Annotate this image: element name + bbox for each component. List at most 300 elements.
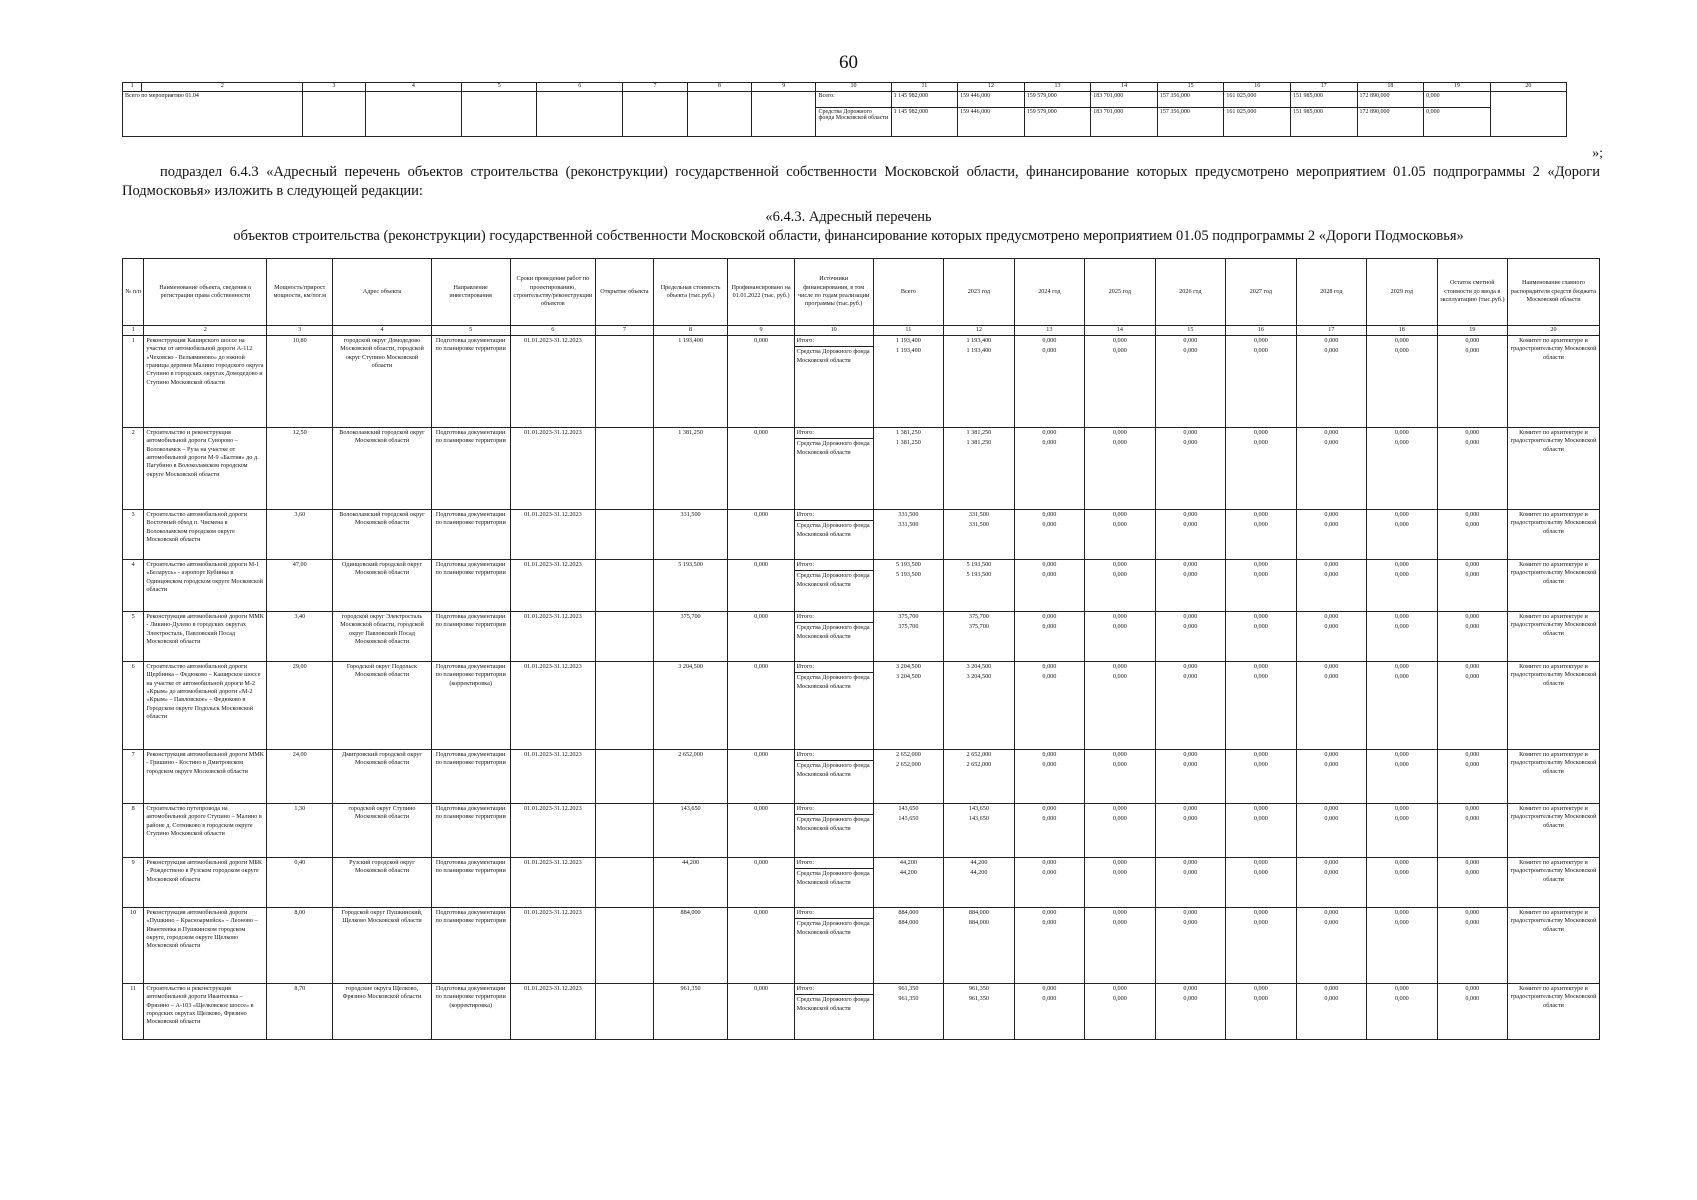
year-2025-total: 0,000 (1112, 561, 1127, 568)
year-2028-fund: 0,000 (1324, 761, 1339, 769)
year-2026 (1155, 612, 1225, 662)
total-fund: 961,350 (898, 995, 919, 1003)
year-2024 (1014, 858, 1084, 908)
year-2028-total: 0,000 (1324, 561, 1339, 568)
year-2028-fund: 0,000 (1324, 521, 1339, 529)
remaining-cost-fund: 0,000 (1465, 673, 1480, 681)
column-index-cell: 17 (1296, 326, 1366, 336)
remaining-cost (1437, 804, 1507, 858)
budget-manager: Комитет по архитектуре и градостроительству Московской области (1508, 804, 1600, 858)
column-index-cell: 5 (462, 83, 537, 92)
year-2028-total: 0,000 (1324, 909, 1339, 916)
year-2029 (1367, 510, 1437, 560)
budget-manager: Комитет по архитектуре и градостроительству Московской области (1508, 662, 1600, 750)
year-2023 (944, 612, 1014, 662)
work-dates: 01.01.2023-31.12.2023 (510, 612, 595, 662)
year-2023-fund: 3 204,500 (966, 673, 992, 681)
cost-limit: 5 193,500 (653, 560, 728, 612)
column-index-cell: 4 (365, 83, 462, 92)
year-2028 (1296, 984, 1366, 1040)
year-2024-fund: 0,000 (1042, 673, 1057, 681)
year-2023 (944, 510, 1014, 560)
budget-manager: Комитет по архитектуре и градостроительству Московской области (1508, 984, 1600, 1040)
year-2029-total: 0,000 (1394, 429, 1409, 436)
financed: 0,000 (728, 662, 794, 750)
year-2027-fund: 0,000 (1253, 623, 1268, 631)
remaining-cost (1437, 750, 1507, 804)
column-index-cell: 6 (537, 83, 623, 92)
cost-limit: 331,500 (653, 510, 728, 560)
total-total: 331,500 (898, 511, 919, 518)
table-header-row (123, 259, 1600, 326)
year-2025-fund: 0,000 (1112, 815, 1127, 823)
remaining-cost-fund: 0,000 (1465, 815, 1480, 823)
column-header: Наименование главного распорядителя средств бюджета Московской области (1508, 259, 1600, 326)
year-2026-total: 0,000 (1183, 613, 1198, 620)
column-index-cell: 19 (1437, 326, 1507, 336)
year-2026-fund: 0,000 (1183, 995, 1198, 1003)
column-header: Источники финансирования, в том числе по годам реализации программы (тыс.руб.) (794, 259, 873, 326)
column-index-cell: 7 (596, 326, 654, 336)
year-2027-total: 0,000 (1253, 805, 1268, 812)
work-dates: 01.01.2023-31.12.2023 (510, 804, 595, 858)
year-2024-fund: 0,000 (1042, 439, 1057, 447)
source-fund: Средства Дорожного фонда Московской области (796, 522, 870, 538)
column-index-cell: 7 (623, 83, 687, 92)
total-total: 2 652,000 (896, 751, 921, 758)
budget-manager: Комитет по архитектуре и градостроительству Московской области (1508, 908, 1600, 984)
year-2025-total: 0,000 (1112, 805, 1127, 812)
work-dates: 01.01.2023-31.12.2023 (510, 858, 595, 908)
year-2028-fund: 0,000 (1324, 815, 1339, 823)
year-2028-total: 0,000 (1324, 613, 1339, 620)
budget-manager: Комитет по архитектуре и градостроительству Московской области (1508, 612, 1600, 662)
year-2026-fund: 0,000 (1183, 815, 1198, 823)
year-2023-fund: 884,000 (968, 919, 989, 927)
row-number: 4 (123, 560, 144, 612)
row-number: 7 (123, 750, 144, 804)
year-2029-fund: 0,000 (1394, 521, 1409, 529)
work-dates: 01.01.2023-31.12.2023 (510, 336, 595, 428)
total (873, 858, 943, 908)
column-index-cell: 11 (873, 326, 943, 336)
object-address: Рузский городской округ Московской области (333, 858, 431, 908)
year-2026-fund: 0,000 (1183, 869, 1198, 877)
cost-limit: 884,000 (653, 908, 728, 984)
object-address: Городской округ Пушкинский, Щелково Московской области (333, 908, 431, 984)
year-2027 (1226, 428, 1296, 510)
year-2025-fund: 0,000 (1112, 919, 1127, 927)
year-2029-fund: 0,000 (1394, 571, 1409, 579)
total (873, 336, 943, 428)
object-name: Строительство путепровода на автомобильной дороге Ступино – Малино в районе д. Сотниково в городском округе Ступино Московской области (144, 804, 267, 858)
column-header: 2026 год (1155, 259, 1225, 326)
year-2023-total: 331,500 (968, 511, 989, 518)
source-total: Итого: (795, 984, 873, 995)
total-fund: 1 193,400 (896, 347, 921, 355)
table-row (123, 560, 1600, 612)
year-2029-fund: 0,000 (1394, 815, 1409, 823)
year-2029 (1367, 560, 1437, 612)
year-2029-total: 0,000 (1394, 859, 1409, 866)
financed: 0,000 (728, 858, 794, 908)
year-2025-fund: 0,000 (1112, 347, 1127, 355)
remaining-cost (1437, 984, 1507, 1040)
top-table-source: Средства Дорожного фонда Московской области (816, 108, 891, 137)
object-opening (596, 750, 654, 804)
cost-limit: 44,200 (653, 858, 728, 908)
top-table-index-row (123, 83, 1567, 92)
year-2027-fund: 0,000 (1253, 521, 1268, 529)
year-2023-total: 961,350 (968, 985, 989, 992)
year-2024-total: 0,000 (1042, 561, 1057, 568)
total-fund: 143,650 (898, 815, 919, 823)
column-index-cell: 6 (510, 326, 595, 336)
year-2026 (1155, 804, 1225, 858)
year-2029-total: 0,000 (1394, 805, 1409, 812)
object-name: Реконструкция автомобильной дороги ММК - Гришино - Костино в Дмитровском городском округе Московской области (144, 750, 267, 804)
work-dates: 01.01.2023-31.12.2023 (510, 428, 595, 510)
year-2026-total: 0,000 (1183, 663, 1198, 670)
column-index-cell: 10 (816, 83, 891, 92)
funding-source (794, 908, 873, 984)
year-2025-total: 0,000 (1112, 429, 1127, 436)
year-2028-total: 0,000 (1324, 805, 1339, 812)
year-2027-total: 0,000 (1253, 561, 1268, 568)
year-2028-total: 0,000 (1324, 511, 1339, 518)
financed: 0,000 (728, 510, 794, 560)
object-address: городской округ Электросталь Московской области, городской округ Павловский Посад Московской области (333, 612, 431, 662)
year-2025-fund: 0,000 (1112, 673, 1127, 681)
year-2028 (1296, 908, 1366, 984)
total-fund: 3 204,500 (896, 673, 921, 681)
column-index-cell: 19 (1424, 83, 1491, 92)
top-table-source: Всего: (816, 92, 891, 108)
investment-direction: Подготовка документации по планировке территории (431, 336, 510, 428)
row-number: 9 (123, 858, 144, 908)
year-2028 (1296, 662, 1366, 750)
column-index-cell: 1 (123, 83, 142, 92)
year-2028-fund: 0,000 (1324, 673, 1339, 681)
remaining-cost (1437, 612, 1507, 662)
remaining-cost-fund: 0,000 (1465, 571, 1480, 579)
year-2025 (1085, 858, 1155, 908)
funding-source (794, 336, 873, 428)
year-2028-total: 0,000 (1324, 337, 1339, 344)
budget-manager: Комитет по архитектуре и градостроительству Московской области (1508, 510, 1600, 560)
column-index-cell: 15 (1155, 326, 1225, 336)
total (873, 804, 943, 858)
source-fund: Средства Дорожного фонда Московской области (796, 920, 870, 936)
table-row (123, 750, 1600, 804)
year-2028-fund: 0,000 (1324, 571, 1339, 579)
year-2024 (1014, 510, 1084, 560)
source-total: Итого: (795, 560, 873, 571)
row-number: 3 (123, 510, 144, 560)
capacity: 1,30 (267, 804, 333, 858)
year-2027-total: 0,000 (1253, 663, 1268, 670)
remaining-cost (1437, 908, 1507, 984)
year-2028 (1296, 560, 1366, 612)
capacity: 3,40 (267, 612, 333, 662)
year-2024 (1014, 804, 1084, 858)
investment-direction: Подготовка документации по планировке территории (431, 510, 510, 560)
row-number: 8 (123, 804, 144, 858)
year-2027-fund: 0,000 (1253, 919, 1268, 927)
investment-direction: Подготовка документации по планировке территории (корректировка) (431, 984, 510, 1040)
year-2029 (1367, 908, 1437, 984)
year-2026 (1155, 510, 1225, 560)
year-2024-total: 0,000 (1042, 429, 1057, 436)
year-2023-total: 5 193,500 (966, 561, 992, 568)
year-2029 (1367, 612, 1437, 662)
year-2024-total: 0,000 (1042, 985, 1057, 992)
column-index-cell: 20 (1490, 83, 1566, 92)
object-address: Одинцовский городской округ Московской области (333, 560, 431, 612)
object-name: Строительство автомобильной дороги М-1 «Беларусь» - аэропорт Кубинка в Одинцовском городском округе Московской области (144, 560, 267, 612)
year-2027 (1226, 858, 1296, 908)
column-header: 2023 год (944, 259, 1014, 326)
remaining-cost (1437, 510, 1507, 560)
column-header: Наименование объекта, сведения о регистрации права собственности (144, 259, 267, 326)
column-header: № п/п (123, 259, 144, 326)
year-2024 (1014, 750, 1084, 804)
year-2023-total: 44,200 (970, 859, 988, 866)
object-address: городской округ Домодедово Московской области, городской округ Ступино Московской области (333, 336, 431, 428)
year-2025 (1085, 428, 1155, 510)
column-index-cell: 13 (1014, 326, 1084, 336)
year-2027 (1226, 612, 1296, 662)
column-index-cell: 2 (142, 83, 303, 92)
year-2023-total: 2 652,000 (966, 751, 992, 758)
remaining-cost-total: 0,000 (1465, 429, 1480, 436)
year-2027 (1226, 510, 1296, 560)
year-2026 (1155, 428, 1225, 510)
year-2023-fund: 44,200 (970, 869, 988, 877)
year-2023-total: 3 204,500 (966, 663, 992, 670)
object-opening (596, 510, 654, 560)
year-2029-fund: 0,000 (1394, 919, 1409, 927)
year-2025-fund: 0,000 (1112, 521, 1127, 529)
year-2027-fund: 0,000 (1253, 815, 1268, 823)
year-2024-fund: 0,000 (1042, 623, 1057, 631)
year-2023-total: 1 381,250 (966, 429, 992, 436)
object-address: Дмитровский городской округ Московской области (333, 750, 431, 804)
budget-manager: Комитет по архитектуре и градостроительству Московской области (1508, 560, 1600, 612)
total (873, 662, 943, 750)
year-2029-fund: 0,000 (1394, 439, 1409, 447)
year-2024-fund: 0,000 (1042, 521, 1057, 529)
column-header: 2025 год (1085, 259, 1155, 326)
row-number: 11 (123, 984, 144, 1040)
year-2025-fund: 0,000 (1112, 571, 1127, 579)
year-2027 (1226, 750, 1296, 804)
capacity: 29,00 (267, 662, 333, 750)
row-number: 2 (123, 428, 144, 510)
column-header: Остаток сметной стоимости до ввода в эксплуатацию (тыс.руб.) (1437, 259, 1507, 326)
year-2023-fund: 1 193,400 (966, 347, 992, 355)
funding-source (794, 750, 873, 804)
year-2026 (1155, 984, 1225, 1040)
total-total: 1 381,250 (896, 429, 921, 436)
total (873, 510, 943, 560)
year-2025 (1085, 908, 1155, 984)
year-2029-fund: 0,000 (1394, 673, 1409, 681)
year-2027-total: 0,000 (1253, 751, 1268, 758)
object-opening (596, 560, 654, 612)
table-row (123, 510, 1600, 560)
remaining-cost-fund: 0,000 (1465, 347, 1480, 355)
year-2026-total: 0,000 (1183, 561, 1198, 568)
capacity: 3,60 (267, 510, 333, 560)
year-2025 (1085, 336, 1155, 428)
year-2023-total: 884,000 (968, 909, 989, 916)
work-dates: 01.01.2023-31.12.2023 (510, 750, 595, 804)
year-2026-fund: 0,000 (1183, 439, 1198, 447)
funding-source (794, 612, 873, 662)
year-2027 (1226, 560, 1296, 612)
year-2025-fund: 0,000 (1112, 439, 1127, 447)
row-number: 6 (123, 662, 144, 750)
funding-source (794, 984, 873, 1040)
year-2025-total: 0,000 (1112, 613, 1127, 620)
column-header: 2027 год (1226, 259, 1296, 326)
year-2025-total: 0,000 (1112, 859, 1127, 866)
column-header: Сроки проведения работ по проектированию, строительству/реконструкции объектов (510, 259, 595, 326)
year-2028-total: 0,000 (1324, 663, 1339, 670)
funding-source (794, 428, 873, 510)
object-address: Городской округ Подольск Московской области (333, 662, 431, 750)
year-2024-fund: 0,000 (1042, 919, 1057, 927)
financed: 0,000 (728, 560, 794, 612)
total-total: 1 193,400 (896, 337, 921, 344)
year-2028-fund: 0,000 (1324, 347, 1339, 355)
total (873, 428, 943, 510)
year-2024-fund: 0,000 (1042, 347, 1057, 355)
remaining-cost-total: 0,000 (1465, 751, 1480, 758)
funding-source (794, 662, 873, 750)
year-2027-total: 0,000 (1253, 859, 1268, 866)
object-address: Волоколамский городской округ Московской области (333, 428, 431, 510)
year-2024 (1014, 428, 1084, 510)
funding-source (794, 804, 873, 858)
column-index-cell: 5 (431, 326, 510, 336)
year-2025 (1085, 510, 1155, 560)
budget-manager: Комитет по архитектуре и градостроительству Московской области (1508, 858, 1600, 908)
year-2023-fund: 143,650 (968, 815, 989, 823)
total-fund: 44,200 (899, 869, 917, 877)
column-index-cell: 14 (1091, 83, 1158, 92)
year-2029-total: 0,000 (1394, 909, 1409, 916)
investment-direction: Подготовка документации по планировке территории (корректировка) (431, 662, 510, 750)
table-row (123, 336, 1600, 428)
year-2023-fund: 375,700 (968, 623, 989, 631)
cost-limit: 1 193,400 (653, 336, 728, 428)
year-2029-total: 0,000 (1394, 663, 1409, 670)
remaining-cost-total: 0,000 (1465, 985, 1480, 992)
remaining-cost-total: 0,000 (1465, 805, 1480, 812)
year-2025-total: 0,000 (1112, 751, 1127, 758)
total-total: 375,700 (898, 613, 919, 620)
year-2023-fund: 961,350 (968, 995, 989, 1003)
column-index-cell: 16 (1226, 326, 1296, 336)
year-2026-total: 0,000 (1183, 909, 1198, 916)
year-2028 (1296, 336, 1366, 428)
year-2029 (1367, 662, 1437, 750)
year-2024-total: 0,000 (1042, 511, 1057, 518)
year-2023 (944, 750, 1014, 804)
object-opening (596, 336, 654, 428)
column-index-cell: 8 (687, 83, 751, 92)
financed: 0,000 (728, 336, 794, 428)
year-2023 (944, 984, 1014, 1040)
remaining-cost-total: 0,000 (1465, 337, 1480, 344)
column-index-cell: 3 (303, 83, 365, 92)
year-2023-fund: 331,500 (968, 521, 989, 529)
column-index-cell: 8 (653, 326, 728, 336)
year-2025 (1085, 804, 1155, 858)
column-header: Профинансировано на 01.01.2022 (тыс. руб.) (728, 259, 794, 326)
column-header: 2024 год (1014, 259, 1084, 326)
year-2027 (1226, 804, 1296, 858)
remaining-cost-fund: 0,000 (1465, 521, 1480, 529)
remaining-cost-total: 0,000 (1465, 663, 1480, 670)
year-2024-fund: 0,000 (1042, 571, 1057, 579)
column-index-cell: 3 (267, 326, 333, 336)
year-2028 (1296, 510, 1366, 560)
source-total: Итого: (795, 908, 873, 919)
capacity: 8,00 (267, 908, 333, 984)
year-2026 (1155, 662, 1225, 750)
year-2028 (1296, 750, 1366, 804)
financed: 0,000 (728, 984, 794, 1040)
object-opening (596, 662, 654, 750)
column-header: Направление инвестирования (431, 259, 510, 326)
year-2026-fund: 0,000 (1183, 571, 1198, 579)
capacity: 0,40 (267, 858, 333, 908)
column-header: Всего (873, 259, 943, 326)
year-2026-fund: 0,000 (1183, 673, 1198, 681)
column-index-cell: 16 (1224, 83, 1291, 92)
year-2029-total: 0,000 (1394, 613, 1409, 620)
source-total: Итого: (795, 510, 873, 521)
year-2027-fund: 0,000 (1253, 869, 1268, 877)
column-index-cell: 18 (1357, 83, 1424, 92)
table-row (123, 428, 1600, 510)
remaining-cost-total: 0,000 (1465, 613, 1480, 620)
total-fund: 884,000 (898, 919, 919, 927)
year-2028 (1296, 858, 1366, 908)
top-table-row-total: Всего по мероприятию 01.04 Всего: 1 145 982,000 159 446,000 159 579,000 183 701,000 157 356,000 161 025,000 151 985,000 172 890,000 0,000 (123, 92, 1567, 108)
source-fund: Средства Дорожного фонда Московской области (796, 440, 870, 456)
year-2025 (1085, 612, 1155, 662)
work-dates: 01.01.2023-31.12.2023 (510, 560, 595, 612)
year-2029-total: 0,000 (1394, 511, 1409, 518)
object-address: городские округа Щелково, Фрязино Московской области (333, 984, 431, 1040)
cost-limit: 961,350 (653, 984, 728, 1040)
year-2023-total: 375,700 (968, 613, 989, 620)
row-number: 10 (123, 908, 144, 984)
year-2024 (1014, 984, 1084, 1040)
year-2024-total: 0,000 (1042, 663, 1057, 670)
remaining-cost-total: 0,000 (1465, 859, 1480, 866)
table-index-row (123, 326, 1600, 336)
amendment-paragraph: подраздел 6.4.3 «Адресный перечень объектов строительства (реконструкции) государственной собственности Московской области, финансирование которых предусмотрено мероприятием 01.05 подпрограммы 2 «Дороги Подмосковья» изложить в следующей редакции: (122, 164, 1600, 199)
column-header: Предельная стоимость объекта (тыс.руб.) (653, 259, 728, 326)
object-name: Строительство и реконструкция автомобильной дороги Суворово – Волоколамск – Руза на участке от автомобильной дороги М-9 «Балтия» до д. Пагубино в Волоколамском городском округе Московской области (144, 428, 267, 510)
object-address: городской округ Ступино Московской области (333, 804, 431, 858)
financed: 0,000 (728, 612, 794, 662)
